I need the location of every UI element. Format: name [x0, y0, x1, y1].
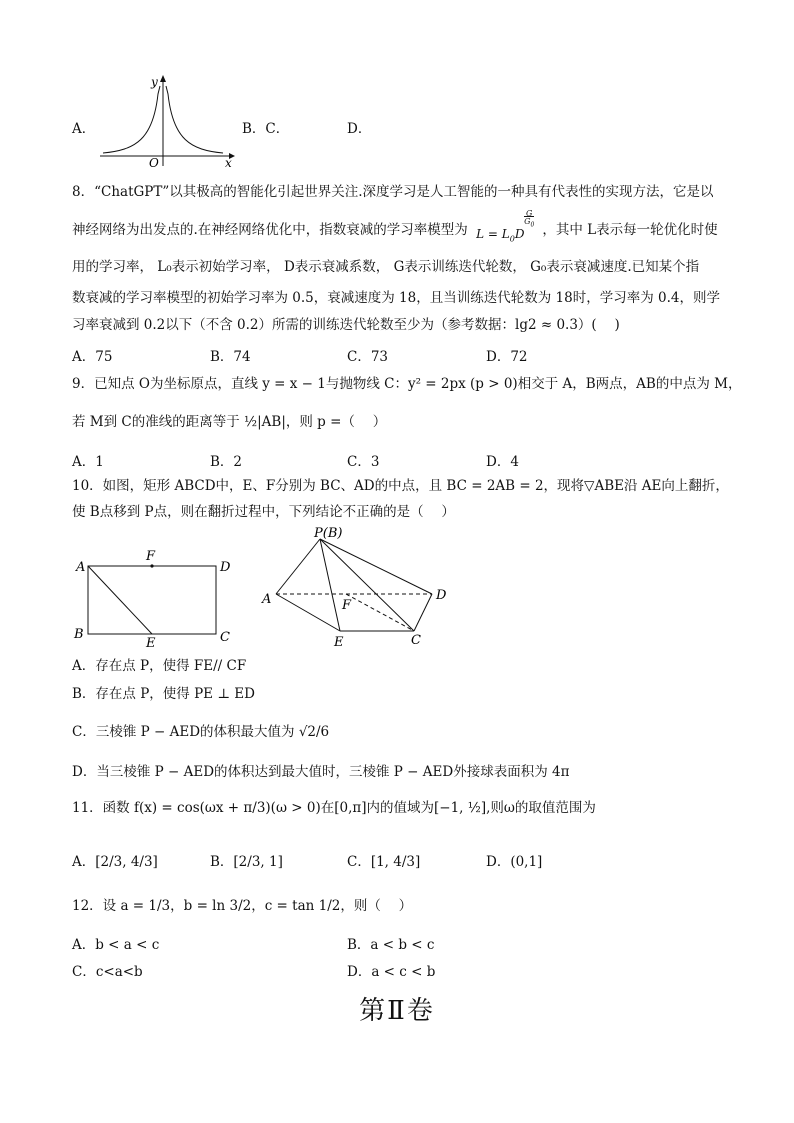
- q7-option-bc: B．C．: [242, 121, 290, 137]
- q11-option-b: B．[2/3, 1]: [210, 854, 283, 870]
- q12-line1: 12．设 a = 1/3，b = ln 3/2，c = tan 1/2，则（ ）: [72, 898, 413, 914]
- segment-pc: [320, 539, 414, 631]
- q8-formula: [472, 209, 538, 244]
- origin-label: O: [149, 156, 159, 170]
- segment-fc-dashed: [346, 594, 414, 631]
- x-label: x: [225, 156, 232, 170]
- label-c: C: [220, 630, 230, 645]
- y-label: y: [151, 75, 158, 89]
- q8-line2: [72, 209, 718, 244]
- q8-option-b: B．74: [210, 349, 251, 365]
- label-p: P(B): [314, 526, 343, 541]
- q7-option-d: D．: [347, 121, 372, 137]
- q11-option-a: A．[2/3, 4/3]: [72, 854, 158, 870]
- label-e: E: [146, 636, 156, 650]
- q10-figure-rectangle: [70, 545, 240, 650]
- label-d: D: [436, 588, 447, 603]
- q8-option-c: C．73: [347, 349, 389, 365]
- label-b: B: [74, 627, 84, 642]
- q10-option-a: A．存在点 P，使得 FE// CF: [72, 658, 247, 674]
- q8-line4: 数衰减的学习率模型的初始学习率为 0.5，衰减速度为 18，且当训练迭代轮数为 18时，学习率为 0.4，则学: [72, 290, 720, 306]
- q9-line2: 若 M到 C的准线的距离等于 ½|AB|，则 p =（ ）: [72, 414, 387, 430]
- segment-pd: [320, 539, 432, 594]
- label-d: D: [220, 560, 231, 575]
- q11-option-d: D．(0,1]: [486, 854, 543, 870]
- q8-line2b: ，其中 L表示每一轮优化时使: [542, 222, 718, 238]
- segment-cd: [414, 594, 432, 631]
- q8-option-d: D．72: [486, 349, 528, 365]
- q10-option-b: B．存在点 P，使得 PE ⊥ ED: [72, 686, 255, 702]
- q10-line1: 10．如图，矩形 ABCD中，E、F分别为 BC、AD的中点，且 BC = 2AB = 2，现将▽ABE沿 AE向上翻折，: [72, 478, 729, 494]
- curve-left: [103, 86, 160, 153]
- q10-line2: 使 B点移到 P点，则在翻折过程中，下列结论不正确的是（ ）: [72, 504, 455, 520]
- q9-option-b: B．2: [210, 454, 243, 470]
- q10-option-c: C．三棱锥 P − AED的体积最大值为 √2/6: [72, 724, 330, 740]
- formula-exponent: G $G_0$: [524, 209, 535, 229]
- q10-option-d: D．当三棱锥 P − AED的体积达到最大值时，三棱锥 P − AED外接球表面积为 4π: [72, 764, 570, 780]
- section-title: 第Ⅱ卷: [359, 996, 435, 1026]
- label-e: E: [334, 635, 344, 650]
- label-f: F: [146, 549, 156, 564]
- q12-option-c: C．c<a<b: [72, 964, 143, 980]
- label-a: A: [76, 560, 86, 575]
- formula-L: $L = L_0D$: [476, 227, 525, 244]
- q7-option-a: A．: [72, 121, 96, 137]
- q8-option-a: A．75: [72, 349, 113, 365]
- y-axis-arrow-icon: [160, 75, 166, 82]
- q8-line2a: 神经网络为出发点的.在神经网络优化中，指数衰减的学习率模型为: [72, 222, 468, 238]
- q8-line3: 用的学习率， L₀表示初始学习率， D表示衰减系数， G表示训练迭代轮数， G₀表示衰减速度.已知某个指: [72, 259, 700, 275]
- q11-option-c: C．[1, 4/3]: [347, 854, 421, 870]
- label-c: C: [411, 633, 421, 648]
- q12-option-d: D．a < c < b: [347, 964, 436, 980]
- q8-line1: 8．“ChatGPT”以其极高的智能化引起世界关注.深度学习是人工智能的一种具有代表性的实现方法，它是以: [72, 184, 714, 200]
- segment-ae: [88, 566, 152, 634]
- rect-abcd: [88, 566, 216, 634]
- q9-line1: 9．已知点 O为坐标原点，直线 y = x − 1与抛物线 C：y² = 2px (p > 0)相交于 A，B两点，AB的中点为 M，: [72, 376, 742, 392]
- q9-option-c: C．3: [347, 454, 380, 470]
- q12-option-b: B．a < b < c: [347, 937, 435, 953]
- q11-line1: 11．函数 f(x) = cos(ωx + π/3)(ω > 0)在[0,π]内的值域为[−1, ½],则ω的取值范围为: [72, 800, 596, 816]
- label-f: F: [342, 598, 352, 613]
- q7-graph-a: [95, 74, 235, 170]
- segment-ae: [276, 594, 340, 631]
- segment-pe: [320, 539, 340, 631]
- q9-option-a: A．1: [72, 454, 104, 470]
- q10-figure-folded: [260, 525, 460, 653]
- curve-right: [166, 86, 223, 153]
- q12-option-a: A．b < a < c: [72, 937, 160, 953]
- q9-option-d: D．4: [486, 454, 519, 470]
- label-a: A: [262, 592, 272, 607]
- segment-pa: [276, 539, 320, 594]
- point-f: [150, 564, 153, 567]
- q8-line5: 习率衰减到 0.2以下（不含 0.2）所需的训练迭代轮数至少为（参考数据：lg2 ≈ 0.3）( ): [72, 317, 620, 333]
